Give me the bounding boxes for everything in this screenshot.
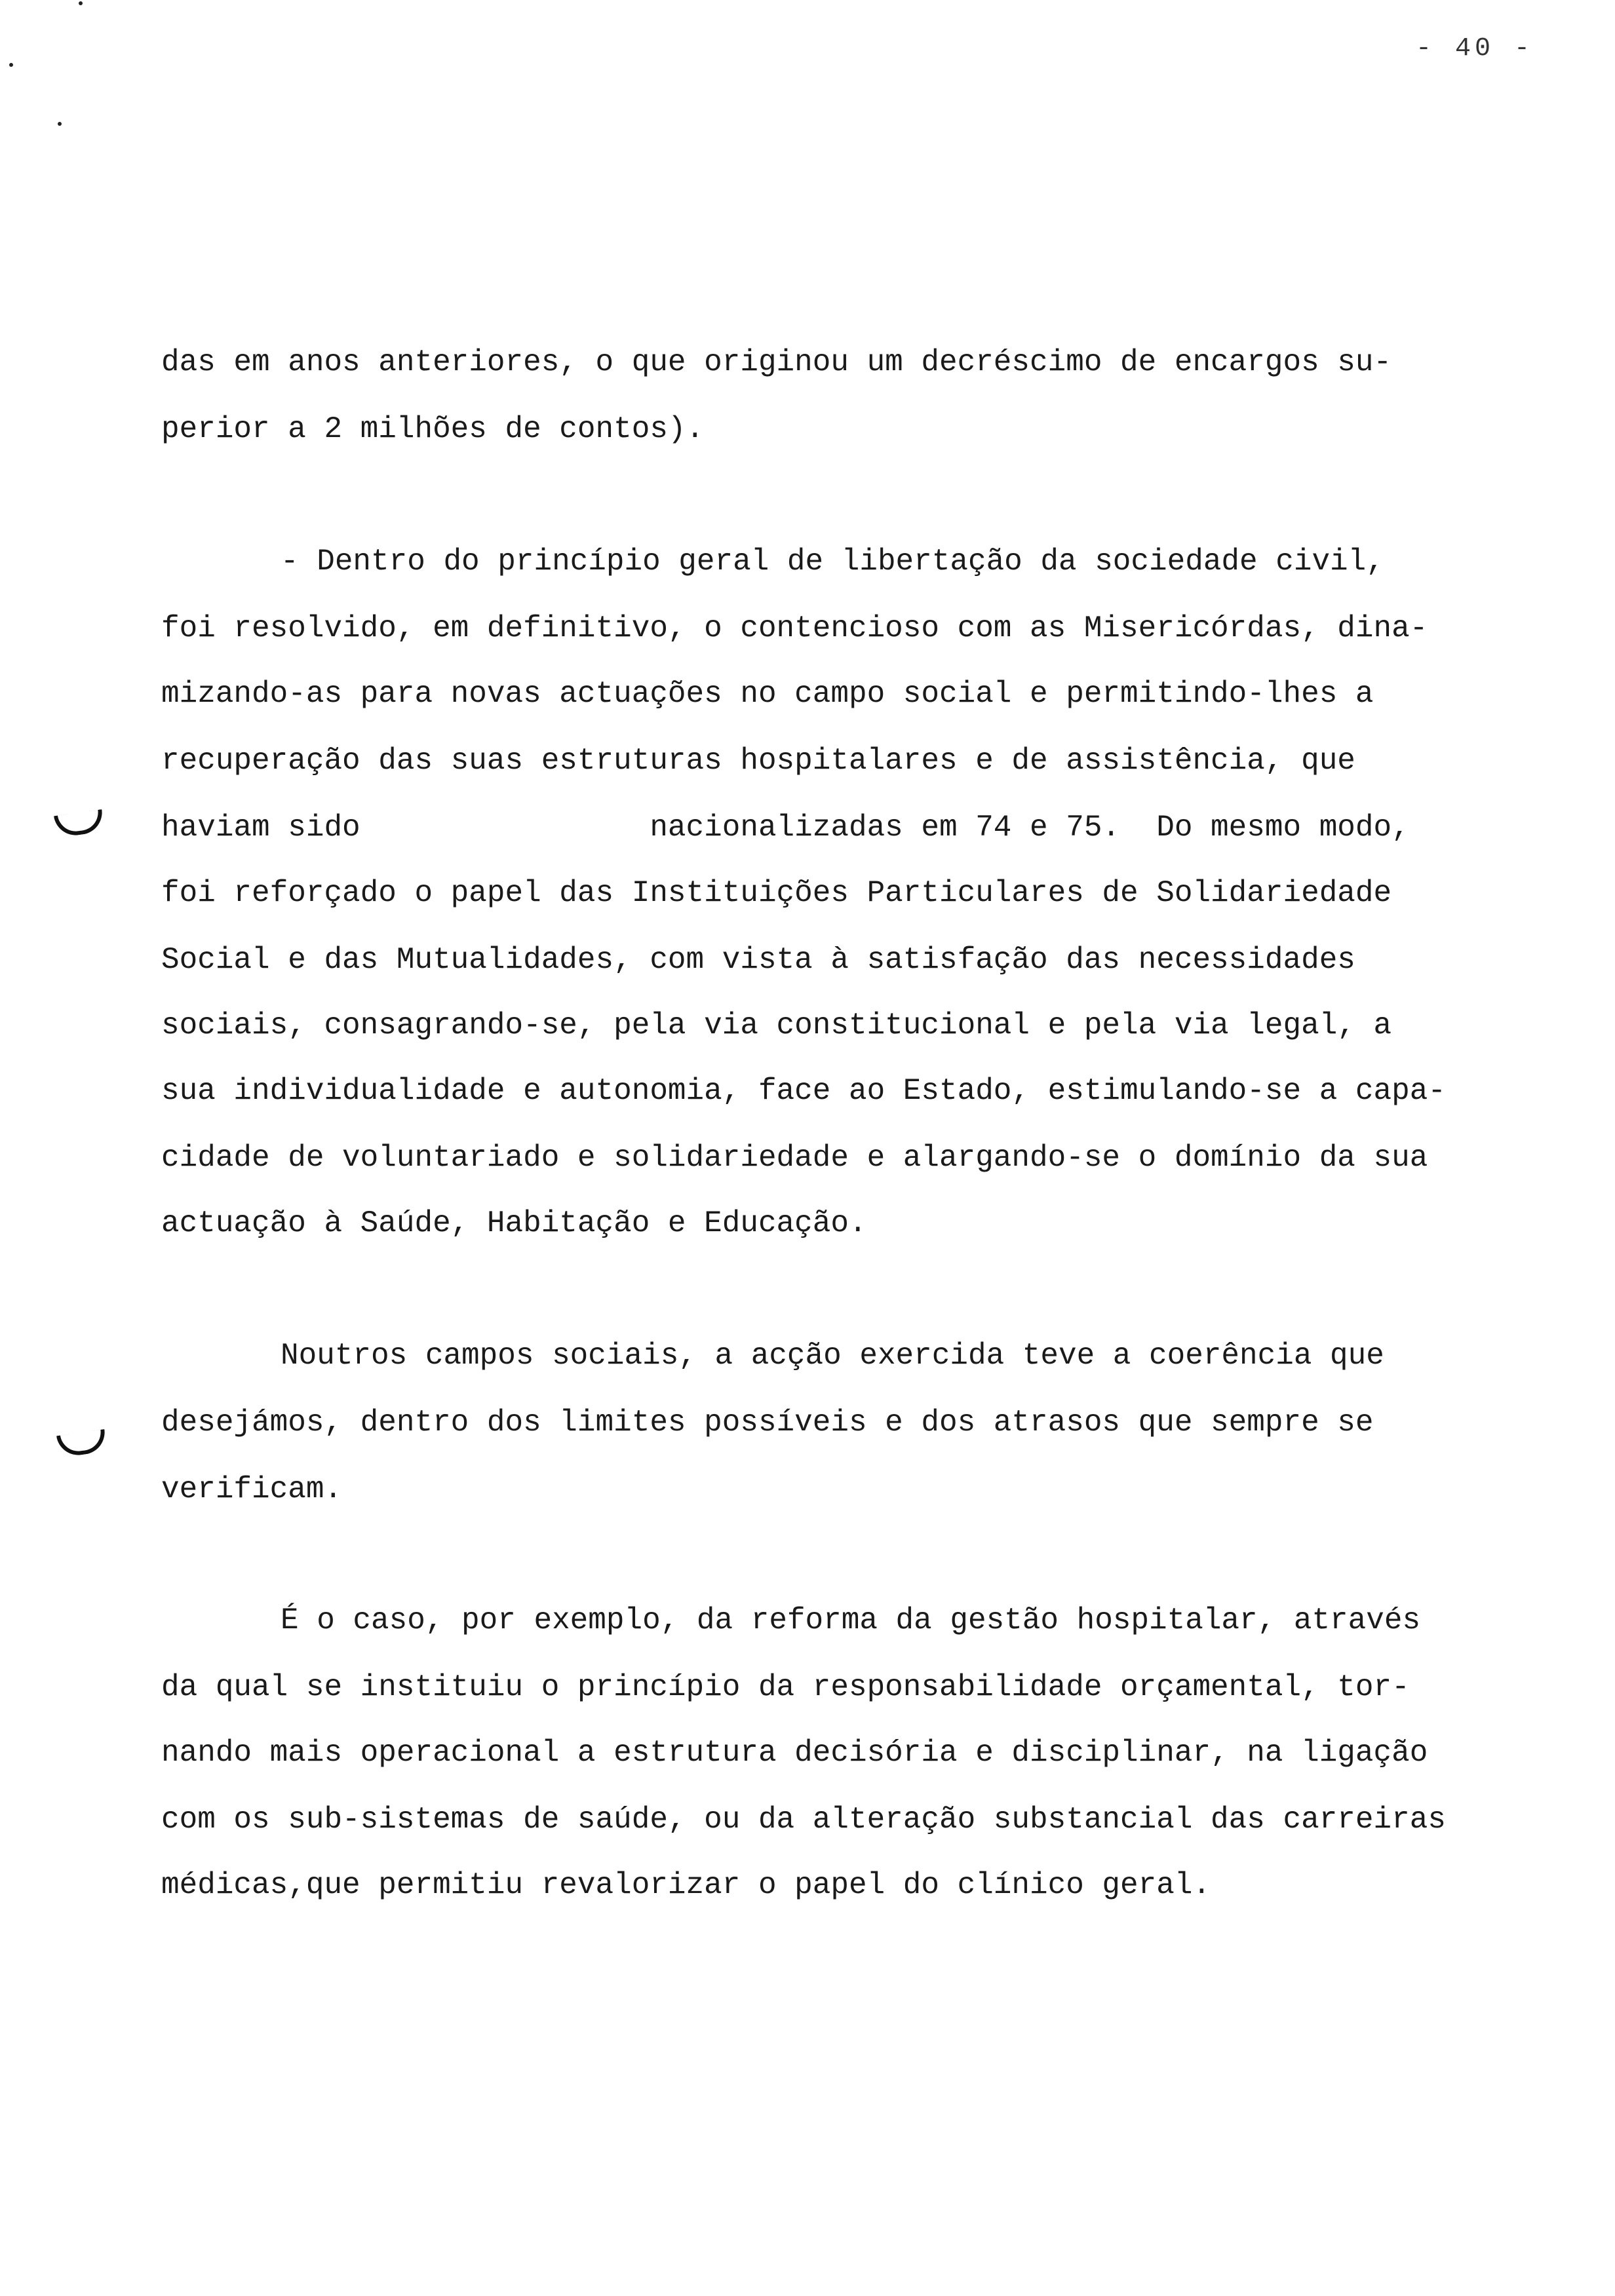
paragraph-2-line-4: recuperação das suas estruturas hospitalares e de assistência, que (161, 744, 1355, 778)
margin-check-mark (56, 1429, 107, 1458)
paragraph-4-line-4: com os sub-sistemas de saúde, ou da alteração substancial das carreiras (161, 1803, 1446, 1837)
paragraph-4-line-5: médicas,que permitiu revalorizar o papel do clínico geral. (161, 1868, 1211, 1902)
paragraph-2-line-9: sua individualidade e autonomia, face ao Estado, estimulando-se a capa- (161, 1074, 1446, 1108)
paragraph-2-line-11: actuação à Saúde, Habitação e Educação. (161, 1206, 867, 1240)
paragraph-1-line-1: das em anos anteriores, o que originou um decréscimo de encargos su- (161, 345, 1392, 379)
paragraph-2-line-5: haviam sido nacionalizadas em 74 e 75. Do mesmo modo, (161, 811, 1410, 845)
scan-speck (79, 1, 83, 5)
margin-check-mark (54, 809, 105, 838)
scan-speck (9, 63, 13, 67)
paragraph-2-line-8: sociais, consagrando-se, pela via constitucional e pela via legal, a (161, 1008, 1392, 1043)
paragraph-3-line-1: Noutros campos sociais, a acção exercida teve a coerência que (281, 1339, 1384, 1373)
paragraph-3-line-3: verificam. (161, 1472, 343, 1506)
paragraph-3-line-2: desejámos, dentro dos limites possíveis e dos atrasos que sempre se (161, 1406, 1374, 1440)
paragraph-2-line-2: foi resolvido, em definitivo, o contencioso com as Misericórdas, dina- (161, 611, 1428, 645)
paragraph-2-line-7: Social e das Mutualidades, com vista à satisfação das necessidades (161, 943, 1355, 977)
paragraph-4-line-1: É o caso, por exemplo, da reforma da gestão hospitalar, através (281, 1603, 1421, 1637)
paragraph-4-line-2: da qual se instituiu o princípio da responsabilidade orçamental, tor- (161, 1670, 1410, 1704)
paragraph-2-line-10: cidade de voluntariado e solidariedade e alargando-se o domínio da sua (161, 1141, 1428, 1175)
paragraph-1-line-2: perior a 2 milhões de contos). (161, 412, 705, 446)
paragraph-4-line-3: nando mais operacional a estrutura decisória e disciplinar, na ligação (161, 1736, 1428, 1770)
page-number: - 40 - (1416, 34, 1534, 64)
paragraph-2-line-3: mizando-as para novas actuações no campo social e permitindo-lhes a (161, 677, 1374, 711)
scan-speck (58, 122, 62, 126)
paragraph-2-line-1: - Dentro do princípio geral de libertação da sociedade civil, (281, 545, 1384, 579)
paragraph-2-line-6: foi reforçado o papel das Instituições Particulares de Solidariedade (161, 876, 1392, 910)
